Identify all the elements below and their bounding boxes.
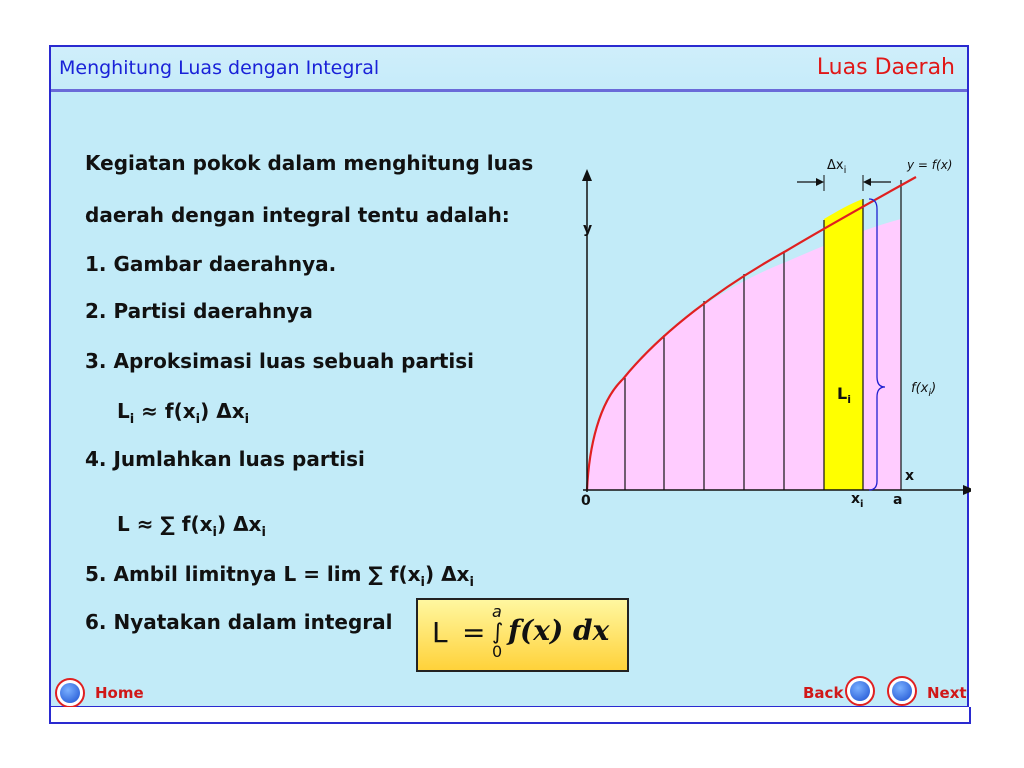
home-arrow-icon <box>60 683 80 703</box>
y-axis-label: y <box>583 221 593 237</box>
approx-L: L <box>117 399 130 423</box>
dx-label <box>827 158 846 176</box>
home-link[interactable]: Home <box>95 684 144 702</box>
step-6: 6. Nyatakan dalam integral <box>85 610 393 634</box>
Li-text: L <box>837 384 848 403</box>
section-title: Luas Daerah <box>816 55 955 80</box>
step-2: 2. Partisi daerahnya <box>85 299 313 323</box>
sum-start: L ≈ ∑ f(x <box>117 512 213 536</box>
x-axis-arrow <box>963 485 971 495</box>
approx-mid: ≈ f(x <box>134 399 196 423</box>
dx-sub: i <box>843 165 847 176</box>
approx-sub-3: i <box>244 412 250 427</box>
approx-sub-2: i <box>195 412 201 427</box>
back-button[interactable] <box>845 676 875 706</box>
xi-text: x <box>851 491 861 507</box>
header-bar <box>51 47 967 92</box>
step5-start: 5. Ambil limitnya L = lim ∑ f(x <box>85 562 421 586</box>
step5-sub-2: i <box>469 575 474 590</box>
next-button[interactable] <box>887 676 917 706</box>
sum-sub-1: i <box>212 525 217 540</box>
Li-sub: i <box>847 393 851 406</box>
formula-upper-limit: a <box>492 602 502 621</box>
curve-label: y = f(x) <box>907 158 953 172</box>
dx-arrowhead-right <box>863 178 871 186</box>
sum-sub-2: i <box>261 525 266 540</box>
approx-sub-1: i <box>129 412 135 427</box>
back-triangle-icon <box>850 681 870 701</box>
origin-label: 0 <box>581 493 591 509</box>
y-axis-arrow <box>582 169 592 181</box>
intro-line-2: daerah dengan integral tentu adalah: <box>85 203 510 227</box>
approx-end: ) Δx <box>200 399 245 423</box>
step-3: 3. Aproksimasi luas sebuah partisi <box>85 349 475 373</box>
integral-formula-box <box>416 598 629 672</box>
highlighted-strip <box>824 199 863 490</box>
xi-sub: i <box>860 499 864 510</box>
area-graph <box>571 147 971 567</box>
dx-text: Δx <box>827 158 844 173</box>
step5-sub-1: i <box>420 575 425 590</box>
formula-L: L <box>432 616 448 649</box>
sum-mid: ) Δx <box>216 512 262 536</box>
slide-frame <box>49 45 969 708</box>
next-link[interactable]: Next <box>927 684 967 702</box>
back-link[interactable]: Back <box>803 684 844 702</box>
a-label: a <box>893 492 903 508</box>
fxi-label <box>911 381 936 399</box>
formula-lower-limit: 0 <box>492 642 503 661</box>
fxi-text: f(x <box>911 381 929 396</box>
next-triangle-icon <box>892 681 912 701</box>
formula-equals: = <box>462 616 486 649</box>
intro-line-1: Kegiatan pokok dalam menghitung luas <box>85 151 534 175</box>
step5-mid: ) Δx <box>424 562 470 586</box>
xi-label <box>851 491 863 510</box>
page-title: Menghitung Luas dengan Integral <box>59 57 380 79</box>
step-1: 1. Gambar daerahnya. <box>85 252 337 276</box>
slide-footer-strip <box>49 707 971 724</box>
integral-sign: ∫ <box>492 620 504 645</box>
dx-arrowhead-left <box>816 178 824 186</box>
fxi-end: ) <box>931 381 937 396</box>
x-axis-label: x <box>905 468 915 484</box>
formula-integrand: f(x) dx <box>508 614 610 647</box>
approx-formula <box>117 399 249 427</box>
step-5 <box>85 562 474 590</box>
home-button[interactable] <box>55 678 85 708</box>
step-4: 4. Jumlahkan luas partisi <box>85 447 365 471</box>
fxi-sub: i <box>928 388 932 399</box>
sum-formula <box>117 512 266 540</box>
